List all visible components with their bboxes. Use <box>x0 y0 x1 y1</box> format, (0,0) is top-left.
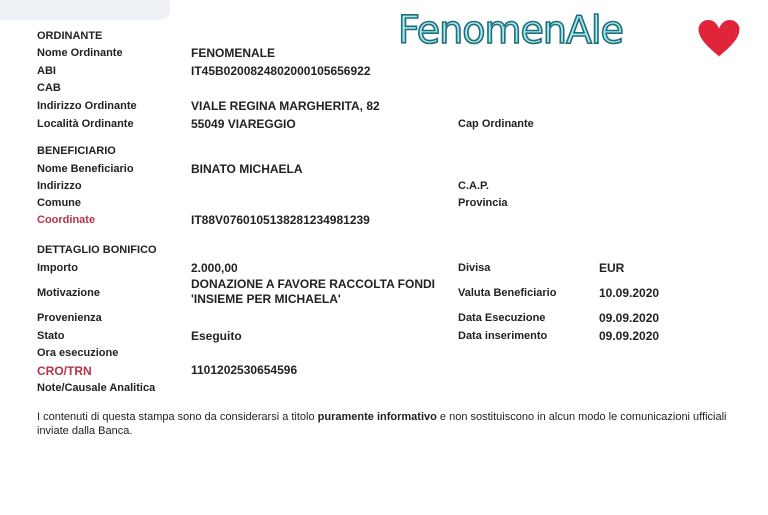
importo-value: 2.000,00 <box>191 261 238 275</box>
disclaimer-part-1: I contenuti di questa stampa sono da considerarsi a titolo <box>37 411 318 423</box>
provincia-label: Provincia <box>458 197 508 209</box>
coordinate-value: IT88V0760105138281234981239 <box>191 213 370 227</box>
indirizzo-ordinante-label: Indirizzo Ordinante <box>37 100 137 112</box>
fenomenale-sticker: FenomenAle <box>398 8 623 52</box>
coordinate-label: Coordinate <box>37 214 96 226</box>
dettaglio-header: DETTAGLIO BONIFICO <box>37 244 157 256</box>
data-inserimento-value: 09.09.2020 <box>599 329 660 343</box>
indirizzo-ordinante-value: VIALE REGINA MARGHERITA, 82 <box>191 99 380 113</box>
nome-ordinante-label: Nome Ordinante <box>37 47 123 59</box>
provenienza-label: Provenienza <box>37 312 102 324</box>
cap-label: C.A.P. <box>458 180 489 192</box>
disclaimer-text <box>37 410 737 438</box>
stato-label: Stato <box>37 330 65 342</box>
red-heart-icon <box>696 16 742 62</box>
stato-value: Eseguito <box>191 329 242 343</box>
nome-beneficiario-value: BINATO MICHAELA <box>191 162 303 176</box>
top-bar <box>0 0 170 20</box>
disclaimer-part-2: e non sostituiscono in alcun modo le comunicazioni ufficiali inviate dalla Banca. <box>37 411 727 437</box>
motivazione-label: Motivazione <box>37 287 100 299</box>
divisa-label: Divisa <box>458 262 491 274</box>
cab-label: CAB <box>37 82 61 94</box>
abi-value: IT45B0200824802000105656922 <box>191 64 371 78</box>
ordinante-header: ORDINANTE <box>37 30 103 42</box>
data-esecuzione-label: Data Esecuzione <box>458 312 546 324</box>
cro-trn-value: 1101202530654596 <box>191 363 298 377</box>
localita-ordinante-label: Località Ordinante <box>37 118 134 130</box>
importo-label: Importo <box>37 262 78 274</box>
data-esecuzione-value: 09.09.2020 <box>599 311 660 325</box>
ora-esecuzione-label: Ora esecuzione <box>37 347 119 359</box>
note-causale-label: Note/Causale Analitica <box>37 382 156 394</box>
data-inserimento-label: Data inserimento <box>458 330 548 342</box>
cro-trn-label: CRO/TRN <box>37 364 92 378</box>
motivazione-line-2: 'INSIEME PER MICHAELA' <box>191 292 341 306</box>
valuta-beneficiario-value: 10.09.2020 <box>599 286 660 300</box>
cap-ordinante-label: Cap Ordinante <box>458 118 534 130</box>
beneficiario-header: BENEFICIARIO <box>37 145 116 157</box>
valuta-beneficiario-label: Valuta Beneficiario <box>458 287 557 299</box>
motivazione-line-1: DONAZIONE A FAVORE RACCOLTA FONDI <box>191 277 435 291</box>
divisa-value: EUR <box>599 261 625 275</box>
indirizzo-label: Indirizzo <box>37 180 82 192</box>
nome-beneficiario-label: Nome Beneficiario <box>37 163 134 175</box>
disclaimer-bold: puramente informativo <box>317 411 437 423</box>
comune-label: Comune <box>37 197 81 209</box>
abi-label: ABI <box>37 65 56 77</box>
localita-ordinante-value: 55049 VIAREGGIO <box>191 117 296 131</box>
nome-ordinante-value: FENOMENALE <box>191 46 275 60</box>
